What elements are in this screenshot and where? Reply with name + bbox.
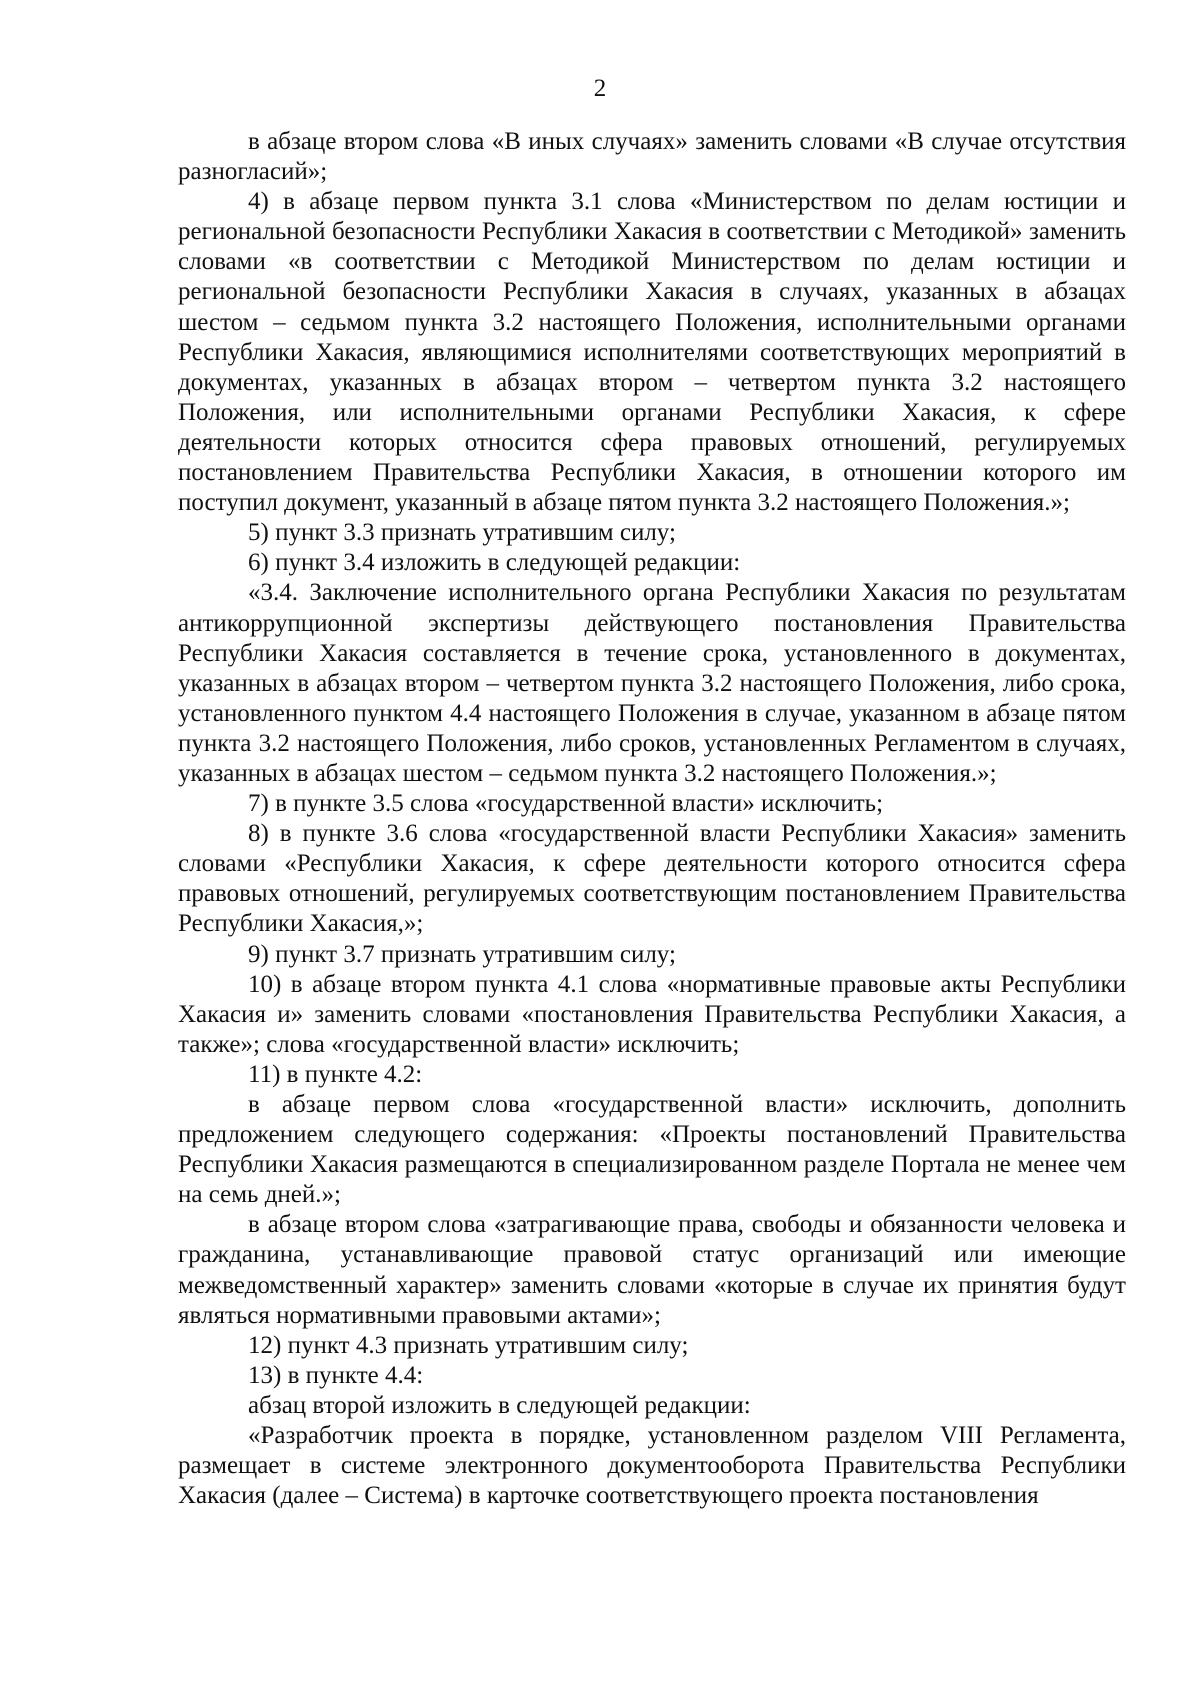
paragraph-item-5: 5) пункт 3.3 признать утратившим силу;: [248, 519, 676, 547]
paragraph-item-7: 7) в пункте 3.5 слова «государственной власти» исключить;: [248, 790, 884, 818]
paragraph-4-2-second: в абзаце втором слова «затрагивающие права, свободы и обязанности человека и гражданина, устанавливающие правовой статус организаций или имеющие межведомственный характер» заменить словами «которые в случае их принятия будут являться нормативными правовыми актами»;: [178, 1211, 1126, 1329]
paragraph-4-4-quote: «Разработчик проекта в порядке, установленном разделом VIII Регламента, размещает в системе электронного документооборота Правительства Республики Хакасия (далее – Система) в карточке соответствующего проекта постановления: [178, 1422, 1126, 1510]
page-number: 2: [593, 75, 607, 102]
paragraph-quote-3-4: «3.4. Заключение исполнительного органа Республики Хакасия по результатам антикоррупционной экспертизы действующего постановления Правительства Республики Хакасия составляется в течение срока, установленного в документах, указанных в абзацах втором – четвертом пункта 3.2 настоящего Положения, либо срока, установленного пунктом 4.4 настоящего Положения в случае, указанном в абзаце пятом пункта 3.2 настоящего Положения, либо сроков, установленных Регламентом в случаях, указанных в абзацах шестом – седьмом пункта 3.2 настоящего Положения.»;: [178, 579, 1126, 787]
paragraph-item-4: 4) в абзаце первом пункта 3.1 слова «Министерством по делам юстиции и региональной безопасности Республики Хакасия в соответствии с Методикой» заменить словами «в соответствии с Методикой Министерством по делам юстиции и региональной безопасности Республики Хакасия в случаях, указанных в абзацах шестом – седьмом пункта 3.2 настоящего Положения, исполнительными органами Республики Хакасия, являющимися исполнителями соответствующих мероприятий в документах, указанных в абзацах втором – четвертом пункта 3.2 настоящего Положения, или исполнительными органами Республики Хакасия, к сфере деятельности которых относится сфера правовых отношений, регулируемых постановлением Правительства Республики Хакасия, в отношении которого им поступил документ, указанный в абзаце пятом пункта 3.2 настоящего Положения.»;: [178, 188, 1126, 517]
paragraph-item-11: 11) в пункте 4.2:: [248, 1060, 423, 1088]
paragraph-1: в абзаце втором слова «В иных случаях» заменить словами «В случае отсутствия разногласий»;: [178, 128, 1126, 186]
paragraph-item-10: 10) в абзаце втором пункта 4.1 слова «нормативные правовые акты Республики Хакасия и» заменить словами «постановления Правительства Республики Хакасия, а также»; слова «государственной власти» исключить;: [178, 970, 1126, 1058]
paragraph-item-12: 12) пункт 4.3 признать утратившим силу;: [248, 1331, 689, 1359]
paragraph-4-4-intro: абзац второй изложить в следующей редакции:: [248, 1391, 751, 1419]
paragraph-item-8: 8) в пункте 3.6 слова «государственной власти Республики Хакасия» заменить словами «Республики Хакасия, к сфере деятельности которого относится сфера правовых отношений, регулируемых соответствующим постановлением Правительства Республики Хакасия,»;: [178, 820, 1126, 938]
paragraph-item-9: 9) пункт 3.7 признать утратившим силу;: [248, 940, 676, 968]
paragraph-4-2-first: в абзаце первом слова «государственной власти» исключить, дополнить предложением следующего содержания: «Проекты постановлений Правительства Республики Хакасия размещаются в специализированном разделе Портала не менее чем на семь дней.»;: [178, 1091, 1126, 1209]
paragraph-item-6: 6) пункт 3.4 изложить в следующей редакции:: [248, 549, 741, 577]
paragraph-item-13: 13) в пункте 4.4:: [248, 1361, 424, 1389]
document-body: [178, 127, 1126, 1511]
